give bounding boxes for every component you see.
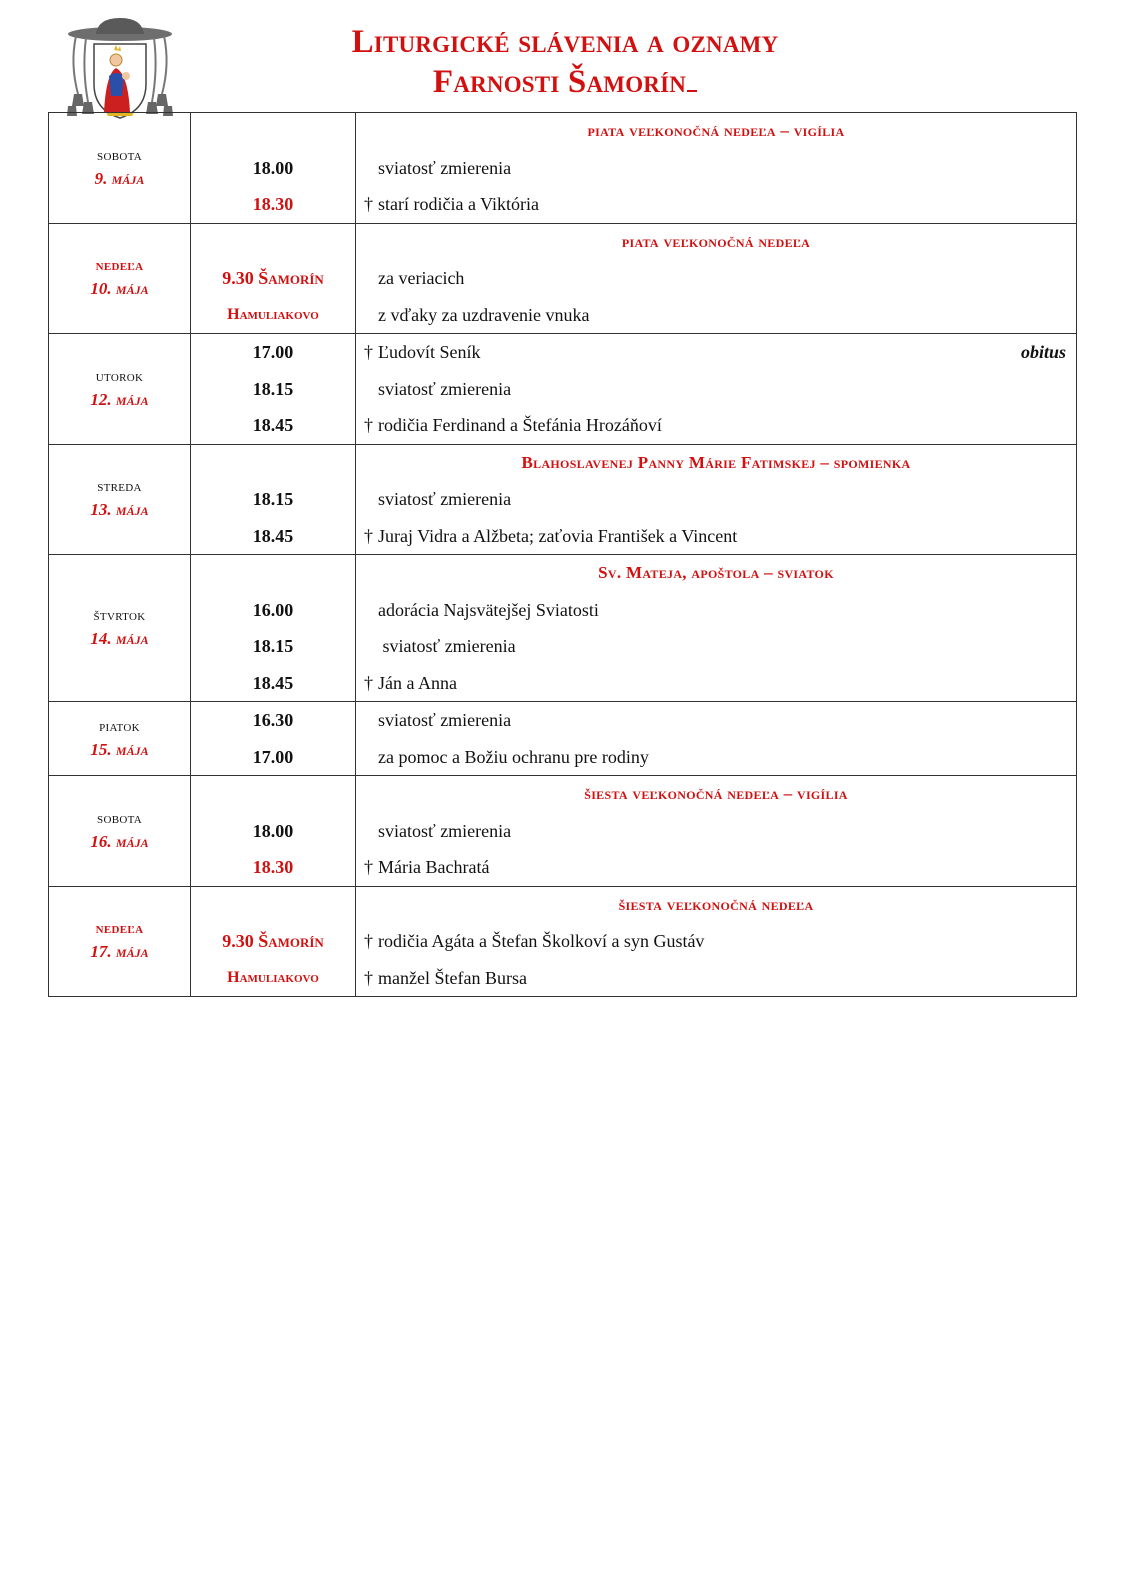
cross-icon: † [364, 967, 373, 988]
location-label: 9.30 Šamorín [222, 931, 324, 951]
day-row [49, 334, 1077, 445]
location-label: Hamuliakovo [227, 968, 319, 986]
day-date [49, 169, 190, 189]
day-date-month: mája [111, 168, 145, 188]
intention-line [356, 407, 1076, 444]
obitus-note: obitus [1020, 342, 1066, 362]
time-cell [191, 223, 356, 334]
page-title [300, 22, 830, 102]
day-row [49, 886, 1077, 997]
intention-line [356, 628, 1076, 665]
intention-text: sviatosť zmierenia [378, 710, 512, 730]
time-label: 16.30 [252, 710, 294, 730]
time-label: 18.45 [252, 672, 294, 693]
intention-cell [356, 555, 1077, 702]
location-label: Hamuliakovo [227, 305, 319, 323]
intention-line [356, 923, 1076, 960]
intention-text: Ľudovít Seník [378, 342, 481, 362]
time-label: 18.00 [252, 157, 294, 178]
day-cell [49, 334, 191, 445]
day-name: štvrtok [93, 607, 146, 624]
intention-line [356, 150, 1076, 187]
day-name: nedeľa [95, 920, 144, 938]
day-cell [49, 223, 191, 334]
cross-icon: † [364, 931, 373, 951]
intention-line [356, 592, 1076, 629]
parish-crest-icon [64, 14, 176, 122]
day-row [49, 444, 1077, 555]
intention-text: starí rodičia a Viktória [378, 194, 540, 214]
cross-icon: † [364, 342, 373, 362]
day-date-month: mája [115, 500, 149, 520]
day-name: piatok [99, 717, 140, 735]
schedule-table [48, 112, 1077, 997]
intention-text: manžel Štefan Bursa [378, 967, 527, 988]
intention-cell [356, 444, 1077, 555]
intention-cell [356, 702, 1077, 776]
day-date [49, 942, 190, 962]
time-label: 18.15 [252, 636, 294, 656]
day-date-number: 17. [90, 942, 112, 962]
intention-text: rodičia Ferdinand a Štefánia Hrozáňoví [378, 415, 662, 435]
time-label: 18.00 [252, 820, 294, 841]
intention-cell [356, 776, 1077, 887]
day-date-number: 16. [90, 831, 112, 851]
day-name: utorok [95, 367, 144, 385]
text-cursor [687, 64, 697, 92]
cross-icon: † [364, 672, 373, 693]
intention-text: Mária Bachratá [378, 857, 490, 877]
day-date-number: 9. [94, 168, 108, 188]
time-label: 18.15 [252, 489, 294, 509]
day-date-number: 15. [90, 739, 112, 759]
feast-title: šiesta veľkonočná nedeľa [618, 894, 814, 914]
time-cell [191, 113, 356, 224]
day-date-month: mája [115, 739, 149, 759]
intention-line [356, 481, 1076, 518]
intention-text: sviatosť zmierenia [378, 489, 512, 509]
intention-text: sviatosť zmierenia [378, 820, 512, 841]
day-date-month: mája [115, 629, 149, 648]
day-name: nedeľa [95, 257, 144, 275]
time-label: 18.30 [252, 194, 294, 214]
intention-text: Ján a Anna [378, 672, 457, 693]
intention-line [356, 297, 1076, 334]
time-cell [191, 444, 356, 555]
feast-title: piata veľkonočná nedeľa – vigília [587, 121, 845, 140]
intention-text: za pomoc a Božiu ochranu pre rodiny [378, 746, 649, 767]
cross-icon: † [364, 857, 373, 877]
time-cell [191, 334, 356, 445]
time-label: 18.45 [252, 525, 294, 546]
day-cell [49, 555, 191, 702]
day-row [49, 113, 1077, 224]
day-row [49, 223, 1077, 334]
time-label: 18.30 [252, 857, 294, 877]
cross-icon: † [364, 525, 373, 546]
day-cell [49, 776, 191, 887]
time-label: 17.00 [252, 746, 294, 767]
intention-text: sviatosť zmierenia [378, 378, 512, 399]
day-cell [49, 113, 191, 224]
day-date-number: 14. [90, 629, 112, 648]
time-label: 18.15 [252, 378, 294, 399]
time-label: 17.00 [252, 342, 294, 362]
day-cell [49, 702, 191, 776]
intention-line [356, 334, 1076, 371]
intention-line [356, 518, 1076, 555]
intention-cell [356, 113, 1077, 224]
day-name: streda [97, 478, 142, 496]
day-row [49, 776, 1077, 887]
intention-text: Juraj Vidra a Alžbeta; zaťovia František a Vincent [378, 525, 738, 546]
intention-line [356, 665, 1076, 702]
intention-line [356, 849, 1076, 886]
day-date [49, 629, 190, 649]
feast-title: piata veľkonočná nedeľa [621, 231, 811, 251]
intention-text: za veriacich [378, 268, 465, 288]
intention-cell [356, 334, 1077, 445]
title-line-1: Liturgické slávenia a oznamy [351, 24, 779, 60]
day-date-month: mája [115, 942, 149, 962]
day-cell [49, 444, 191, 555]
day-name: sobota [97, 146, 142, 164]
intention-text: sviatosť zmierenia [378, 636, 516, 656]
day-date-month: mája [115, 831, 149, 851]
day-date-month: mája [115, 389, 149, 409]
feast-title: Blahoslavenej Panny Márie Fatimskej – spomienka [521, 452, 911, 472]
day-name: sobota [97, 809, 142, 827]
cross-icon: † [364, 194, 373, 214]
feast-title: Sv. Mateja, apoštola – sviatok [598, 563, 834, 582]
day-date [49, 740, 190, 760]
intention-line [356, 813, 1076, 850]
intention-line [356, 186, 1076, 223]
day-date-number: 12. [90, 389, 112, 409]
title-line-2: Farnosti Šamorín [432, 64, 687, 100]
intention-text: sviatosť zmierenia [378, 157, 512, 178]
day-date-number: 10. [90, 279, 112, 299]
day-date-month: mája [115, 279, 149, 299]
day-row [49, 555, 1077, 702]
day-date [49, 500, 190, 520]
intention-line [356, 260, 1076, 297]
day-date [49, 832, 190, 852]
day-date [49, 390, 190, 410]
cross-icon: † [364, 415, 373, 435]
time-cell [191, 776, 356, 887]
intention-cell [356, 223, 1077, 334]
time-label: 18.45 [252, 415, 294, 435]
intention-text: rodičia Agáta a Štefan Školkoví a syn Gustáv [378, 931, 705, 951]
time-cell [191, 555, 356, 702]
time-cell [191, 886, 356, 997]
day-cell [49, 886, 191, 997]
time-label: 16.00 [252, 599, 294, 620]
day-date [49, 279, 190, 299]
intention-cell [356, 886, 1077, 997]
intention-line [356, 371, 1076, 408]
day-row [49, 702, 1077, 776]
intention-line [356, 739, 1076, 776]
intention-text: adorácia Najsvätejšej Sviatosti [378, 599, 599, 620]
intention-line [356, 702, 1076, 739]
feast-title: šiesta veľkonočná nedeľa – vigília [584, 784, 848, 803]
intention-text: z vďaky za uzdravenie vnuka [378, 304, 590, 325]
location-label: 9.30 Šamorín [222, 268, 324, 288]
day-date-number: 13. [90, 500, 112, 520]
time-cell [191, 702, 356, 776]
intention-line [356, 960, 1076, 997]
